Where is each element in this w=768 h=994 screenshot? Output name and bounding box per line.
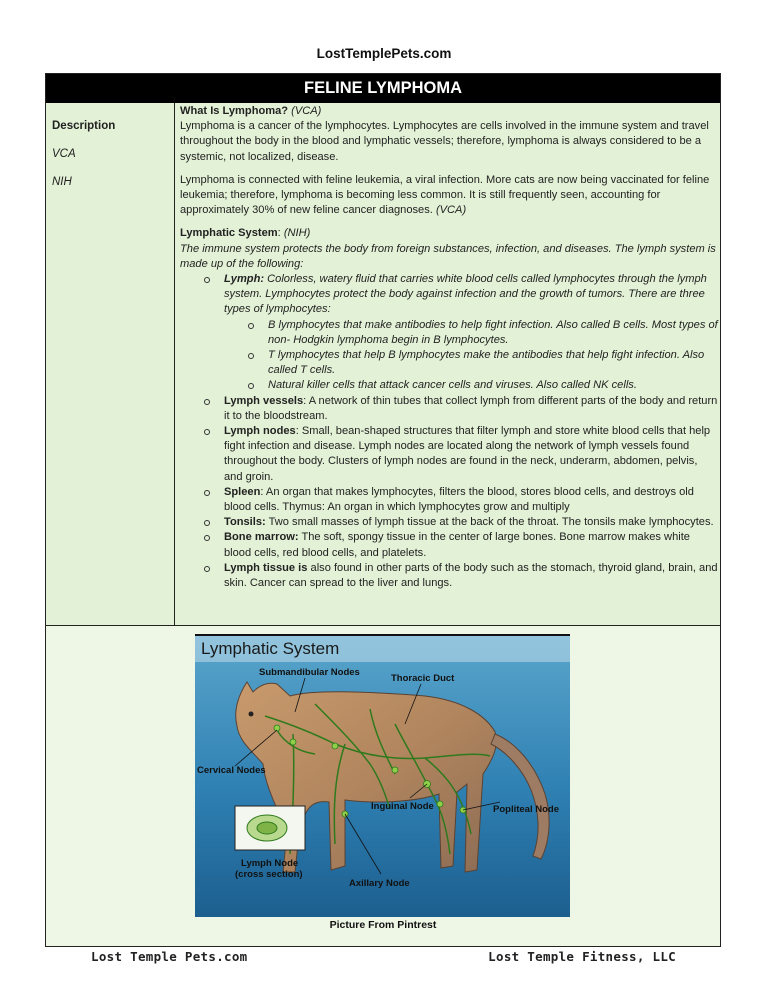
- item-text: : Small, bean-shaped structures that filter lymph and store white blood cells that help fight infection and disease. Lymph nodes are located along the network of lymph vessels found throughout the body. Clusters of lymph nodes are found in the neck, underarm, abdomen, pelvis, and groin.: [224, 425, 711, 483]
- item-text: : An organ that makes lymphocytes, filters the blood, stores blood cells, and destroys old blood cells. Thymus: An organ in which lymphocytes grow and multiply: [224, 485, 694, 514]
- description-column: [180, 104, 718, 624]
- label-thoracic-duct: Thoracic Duct: [391, 673, 455, 684]
- label-inguinal: Inguinal Node: [371, 801, 434, 812]
- lymph-text: Colorless, watery fluid that carries white blood cells called lymphocytes through the lymph system. Lymphocytes protect the body against infection and the growth of tumors. There are three types of lymphocytes:: [224, 273, 707, 316]
- list-item: [202, 272, 718, 394]
- paragraph-2: [180, 173, 718, 219]
- lymphatic-intro: The immune system protects the body from foreign substances, infection, and diseases. The lymph system is made up of the following:: [180, 242, 716, 270]
- lymphocyte-types-list: [224, 318, 718, 394]
- label-cross-section: (cross section): [235, 869, 303, 880]
- what-is-source: (VCA): [291, 105, 322, 117]
- source-vca-label: VCA: [52, 148, 76, 160]
- page-title: FELINE LYMPHOMA: [46, 74, 720, 103]
- lymphatic-heading-line: [180, 226, 718, 241]
- paragraph-2-text: Lymphoma is connected with feline leukemia, a viral infection. More cats are now being vaccinated for feline leukemia; therefore, lymphoma is becoming less common. It is still frequently seen, accounting for approximately 30% of new feline cancer diagnoses.: [180, 173, 710, 217]
- label-submandibular: Submandibular Nodes: [259, 667, 360, 678]
- item-text: Two small masses of lymph tissue at the back of the throat. The tonsils make lymphocytes.: [265, 516, 714, 529]
- figure-area: [46, 626, 720, 946]
- list-item: Natural killer cells that attack cancer cells and viruses. Also called NK cells.: [246, 378, 718, 393]
- item-text: also found in other parts of the body such as the stomach, thyroid gland, brain, and skin. Cancer can spread to the liver and lungs.: [224, 561, 718, 590]
- site-header: LostTemplePets.com: [316, 46, 452, 61]
- item-term: Lymph tissue is: [224, 561, 308, 574]
- list-item: [202, 394, 718, 424]
- list-item: [202, 485, 718, 515]
- label-popliteal: Popliteal Node: [493, 804, 559, 815]
- item-term: Tonsils:: [224, 516, 266, 529]
- label-column: [46, 103, 175, 625]
- item-term: Lymph nodes: [224, 425, 296, 438]
- list-item: [202, 515, 718, 530]
- item-term: Bone marrow:: [224, 531, 299, 544]
- footer-right: Lost Temple Fitness, LLC: [488, 949, 676, 964]
- list-item: [202, 424, 718, 485]
- item-term: Spleen: [224, 485, 261, 498]
- content-frame: [45, 73, 721, 947]
- list-item: T lymphocytes that help B lymphocytes make the antibodies that help fight infection. Also called T cells.: [246, 348, 718, 378]
- lymphatic-colon: :: [277, 227, 281, 240]
- lymph-term: Lymph:: [224, 273, 265, 286]
- list-item: [202, 561, 718, 591]
- list-item: [202, 530, 718, 560]
- what-is-heading-line: [180, 104, 718, 119]
- label-lymph-node: Lymph Node: [241, 858, 299, 869]
- lymphatic-heading: Lymphatic System: [180, 227, 278, 240]
- lymph-system-list: [180, 272, 718, 591]
- item-text: : A network of thin tubes that collect lymph from different parts of the body and return it to the bloodstream.: [224, 394, 718, 422]
- item-text: The soft, spongy tissue in the center of large bones. Bone marrow makes white blood cells, red blood cells, and platelets.: [224, 531, 690, 559]
- what-is-heading: What Is Lymphoma?: [180, 105, 289, 117]
- label-cervical: Cervical Nodes: [197, 765, 266, 776]
- list-item: B lymphocytes that make antibodies to help fight infection. Also called B cells. Most types of non- Hodgkin lymphoma begin in B lymphocytes.: [246, 318, 718, 348]
- paragraph-2-source: (VCA): [435, 204, 467, 217]
- paragraph-1: Lymphoma is a cancer of the lymphocytes. Lymphocytes are cells involved in the immune system and travel throughout the body in the blood and lymphatic vessels; therefore, lymphoma is always considered to be a systemic, not localized, disease.: [180, 120, 709, 163]
- figure-title: Lymphatic System: [201, 639, 340, 658]
- footer-left: Lost Temple Pets.com: [91, 949, 248, 964]
- lymphatic-system-illustration: [195, 634, 570, 917]
- source-nih-label: NIH: [52, 176, 72, 188]
- lymphatic-source: (NIH): [283, 227, 311, 240]
- description-label: Description: [52, 120, 116, 132]
- item-term: Lymph vessels: [224, 394, 304, 407]
- label-axillary: Axillary Node: [349, 878, 410, 889]
- figure-caption: Picture From Pintrest: [329, 919, 437, 931]
